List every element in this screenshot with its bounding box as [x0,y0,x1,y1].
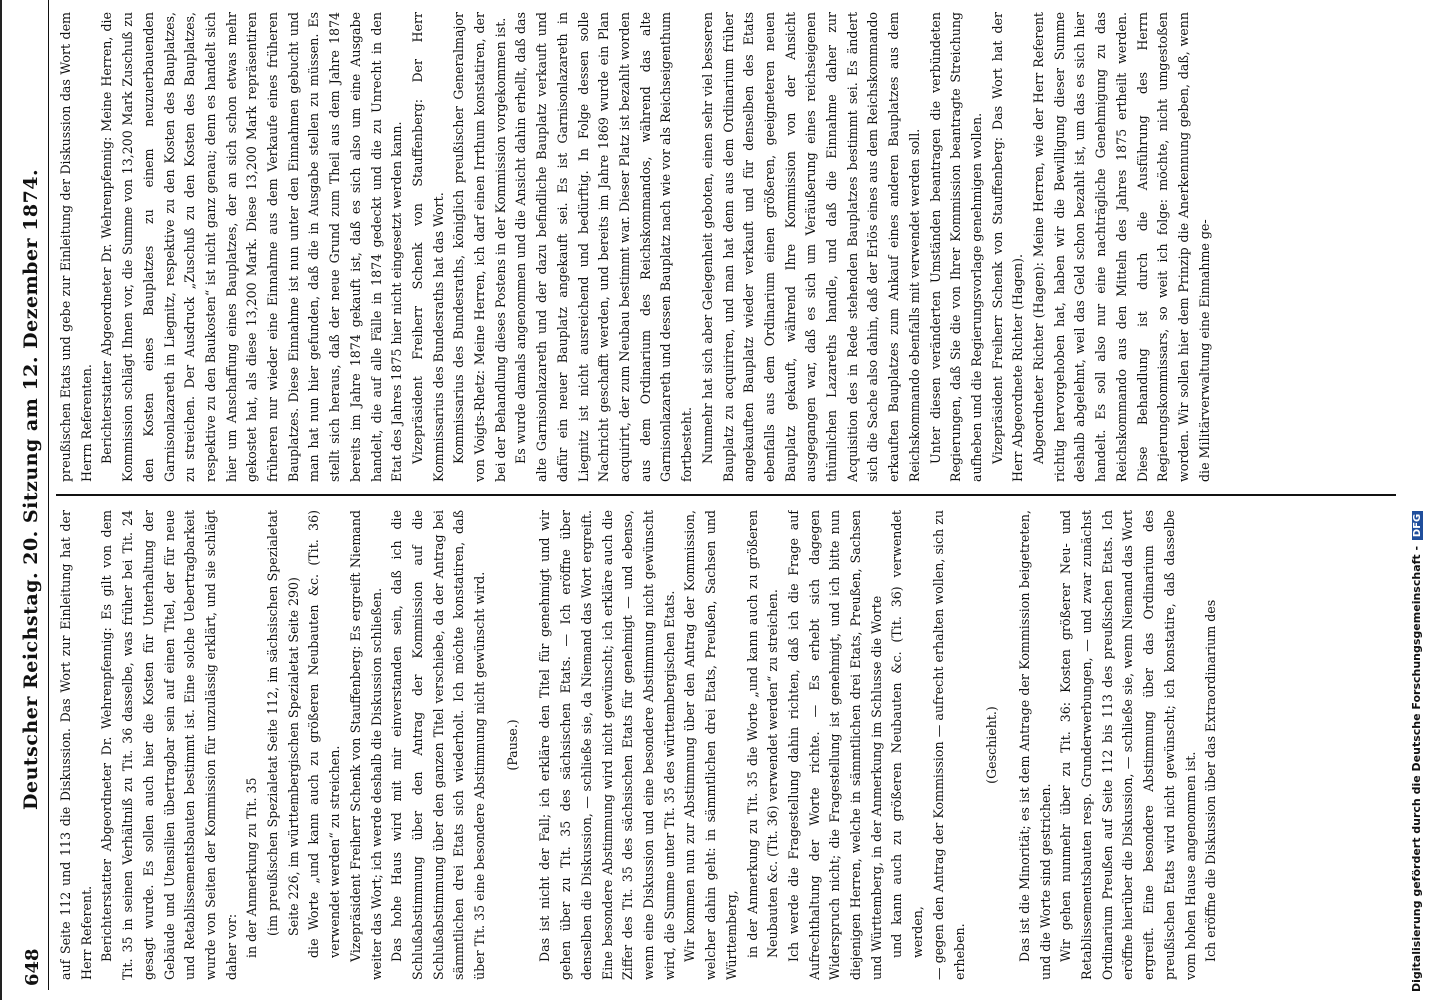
paragraph: Vizepräsident Freiherr Schenk von Stauffenberg: Es ergreift Niemand weiter das Wort; ich werde deshalb die Diskussion schließen. [347,510,384,980]
rotated-page-content [8,0,1408,990]
scan-edge-left [0,0,2,1000]
paragraph: Ich eröffne die Diskussion über das Extraordinarium des [1203,599,1219,962]
paragraph: die Worte „und kann auch zu größeren Neubauten &c. (Tit. 36) verwendet werden“ zu streichen. [306,510,343,958]
paragraph: auf Seite 112 und 113 die Diskussion. Das Wort zur Einleitung hat der Herr Referent. [58,510,94,980]
paragraph: Das ist nicht der Fall; ich erkläre den Titel für genehmigt und wir gehen über zu Tit. 35 des sächsischen Etats. — Ich eröffne über denselben die Diskussion, — schließe sie, da Niemand das Wort ergreift. Eine besondere Abstimmung wird nicht gewünscht; ich erkläre auch die Ziffer des Tit. 35 des sächsischen Etats für genehmigt — und ebenso, wenn eine Diskussion und eine besondere Abstimmung nicht gewünscht wird, die Summe unter Tit. 35 des württembergischen Etats. [537,510,677,980]
left-column [56,510,1406,980]
right-column [56,12,1406,482]
paragraph: Berichterstatter Abgeordneter Dr. Wehrenpfennig: Meine Herren, die Kommission schlägt Ihnen vor, die Summe von 13,200 Mark Zuschuß zu den Kosten eines Bauplatzes zu einem neuzuerbauenden Garnisonlazareth in Liegnitz, respektive zu den Kosten des Bauplatzes, zu streichen. Der Ausdruck „Zuschuß zu den Kosten des Bauplatzes, respektive zu den Baukosten“ ist nicht ganz genau; denn es handelt sich hier um Anschaffung eines Bauplatzes, der an sich schon etwas mehr gekostet hat, als diese 13,200 Mark. Diese 13,200 Mark repräsentiren früheren nur wieder eine Einnahme aus dem Verkaufe eines früheren Bauplatzes. Diese Einnahme ist nun unter den Einnahmen gebucht und man hat nun hier gefunden, daß die in Ausgabe stellen zu müssen. Es stellt sich heraus, daß der neue Grund zum Theil aus dem Jahre 1874 bereits im Jahre 1874 gekauft ist, daß es sich also um eine Ausgabe handelt, die auf alle Fälle in 1874 gedeckt und die zu Unrecht in den Etat des Jahres 1875 hier nicht eingesetzt werden kann. [99,12,405,482]
paragraph: Das hohe Haus wird mit mir einverstanden sein, daß ich die Schlußabstimmung über den Antrag der Kommission auf die Schlußabstimmung über den ganzen Titel verschiebe, da der Antrag bei sämmtlichen drei Etats sich wiederholt. Ich möchte konstatiren, daß über Tit. 35 eine besondere Abstimmung nicht gewünscht wird. [389,510,488,980]
paragraph: Ich werde die Fragestellung dahin richten, daß ich die Frage auf Aufrechthaltung der Worte richte. — Es erhebt sich dagegen Widerspruch nicht; die Fragestellung ist genehmigt, und ich bitte nun diejenigen Herren, welche in sämmtlichen drei Etats, Preußen, Sachsen und Württemberg, in der Anmerkung im Schlusse die Worte [785,510,884,980]
digitization-credit [1408,0,1430,1000]
paragraph: Abgeordneter Richter (Hagen): Meine Herren, wie der Herr Referent richtig hervorgehoben hat, haben wir die Bewilligung dieser Summe deshalb abgelehnt, weil das Geld schon bezahlt ist, um das es sich hier handelt. Es soll also nur eine nachträgliche Genehmigung zu das Reichskommando aus den Mitteln des Jahres 1875 ertheilt werden. Diese Behandlung ist durch die Ausführung des Herrn Regierungskommissars, so weit ich folge: möchte, nicht umgestoßen worden. Wir sollen hier dem Prinzip die Anerkennung geben, daß, wenn die Militärverwaltung eine Einnahme ge- [1031,12,1212,482]
paragraph: Das ist die Minorität; es ist dem Antrage der Kommission beigetreten, und die Worte sind gestrichen. [1016,510,1053,980]
paragraph: Berichterstatter Abgeordneter Dr. Wehrenpfennig: Es gilt von dem Tit. 35 in seinen Verhältniß zu Tit. 36 dasselbe, was früher bei Tit. 24 gesagt wurde. Es sollen auch hier die Kosten für Unterhaltung der Gebäude und Utensilien übertragbar sein auf einen Titel, der für neue und Retablissementsbauten bestimmt ist. Eine solche Uebertragbarkeit wurde von Seiten der Kommission für unzulässig erklärt, und sie schlägt daher vor: [99,510,239,980]
page-number: 648 [22,948,43,986]
paragraph: Vizepräsident Freiherr Schenk von Stauffenberg: Der Herr Kommissarius des Bundesraths hat das Wort. [409,12,446,482]
paragraph: (Geschieht.) [984,706,1000,784]
paragraph: und kann auch zu größeren Neubauten &c. (Tit. 36) verwendet werden, [889,510,926,958]
paragraph: Es wurde damals angenommen und die Ansicht dahin erhellt, daß das alte Garnisonlazareth und der dazu befindliche Bauplatz verkauft und dafür ein neuer Bauplatz angekauft sei. Es ist Garnisonlazareth in Liegnitz ist nicht ausreichend und bedürftig. In Folge dessen solle Nachricht geschafft werden, und bereits im Jahre 1869 wurde ein Plan acquirirt, der zum Neubau bestimmt war. Dieser Platz ist bezahlt worden aus dem Ordinarium des Reichskommandos, während das alte Garnisonlazareth und dessen Bauplatz nach wie vor als Reichseigenthum fortbesteht. [513,12,695,482]
page-title: Deutscher Reichstag. 20. Sitzung am 12. Dezember 1874. [20,168,42,810]
paragraph: in der Anmerkung zu Tit. 35 die Worte „und kann auch zu größeren Neubauten &c. (Tit. 36) verwendet werden“ zu streichen. [744,510,781,958]
paragraph: Vizepräsident Freiherr Schenk von Stauffenberg: Das Wort hat der Herr Abgeordnete Richter (Hagen). [989,12,1026,482]
paragraph: (Pause.) [504,719,520,771]
column-divider [56,494,1396,496]
paragraph: in der Anmerkung zu Tit. 35 [244,777,260,958]
paragraph: Kommissarius des Bundesraths, königlich preußischer Generalmajor von Voigts-Rhetz: Meine Herren, ich darf einen Irrthum konstatiren, der bei der Behandlung dieses Postens in der Kommission vorgekommen ist. [451,12,508,482]
dfg-logo: DFG [1412,511,1423,540]
paragraph: — gegen den Antrag der Kommission — aufrecht erhalten wollen, sich zu erheben. [930,510,967,980]
paragraph: preußischen Etats und gebe zur Einleitung der Diskussion das Wort dem Herrn Referenten. [58,12,94,482]
paragraph: Wir kommen nun zur Abstimmung über den Antrag der Kommission, welcher dahin geht: in sämmtlichen drei Etats, Preußen, Sachsen und Württemberg, [682,510,739,980]
paragraph: Wir gehen nunmehr über zu Tit. 36: Kosten größerer Neu- und Retablissementsbauten resp. Grunderwerbungen, — und zwar zunächst Ordinarium Preußen auf Seite 112 bis 113 des preußischen Etats. Ich eröffne hierüber die Diskussion, — schließe sie, wenn Niemand das Wort ergreift. Eine besondere Abstimmung über das Ordinarium des preußischen Etats wird nicht gewünscht; ich konstatire, daß dasselbe vom hohen Hause angenommen ist. [1058,510,1198,980]
running-head [18,0,49,990]
credit-text: Digitalisierung gefördert durch die Deutsche Forschungsgemeinschaft - [1410,545,1423,992]
paragraph: Nunmehr hat sich aber Gelegenheit geboten, einen sehr viel besseren Bauplatz zu acquiriren, und man hat denn aus dem Ordinarium früher angekauften Bauplatz wieder verkauft und für denselben des Etats ebenfalls aus dem Ordinarium einen größeren, geeigneteren neuen Bauplatz gekauft, während Ihre Kommission von der Ansicht ausgegangen war, daß es sich um Veräußerung eines reichseigenen thümlichen Lazareths handle, und daß die Einnahme daher zur Acquisition des in Rede stehenden Bauplatzes bestimmt sei. Es ändert sich die Sache also dahin, daß der Erlös eines aus dem Reichskommando erkauften Bauplatzes zum Ankauf eines anderen Bauplatzes aus dem Reichskommando ebenfalls mit verwendet werden soll. [699,12,922,482]
paragraph: (im preußischen Spezialetat Seite 112, im sächsischen Spezialetat Seite 226, im württembergischen Spezialetat Seite 290) [265,510,301,936]
paragraph: Unter diesen veränderten Umständen beantragen die verbündeten Regierungen, daß Sie die von Ihrer Kommission beantragte Streichung aufheben und die Regierungsvorlage genehmigen wollen. [927,12,984,482]
